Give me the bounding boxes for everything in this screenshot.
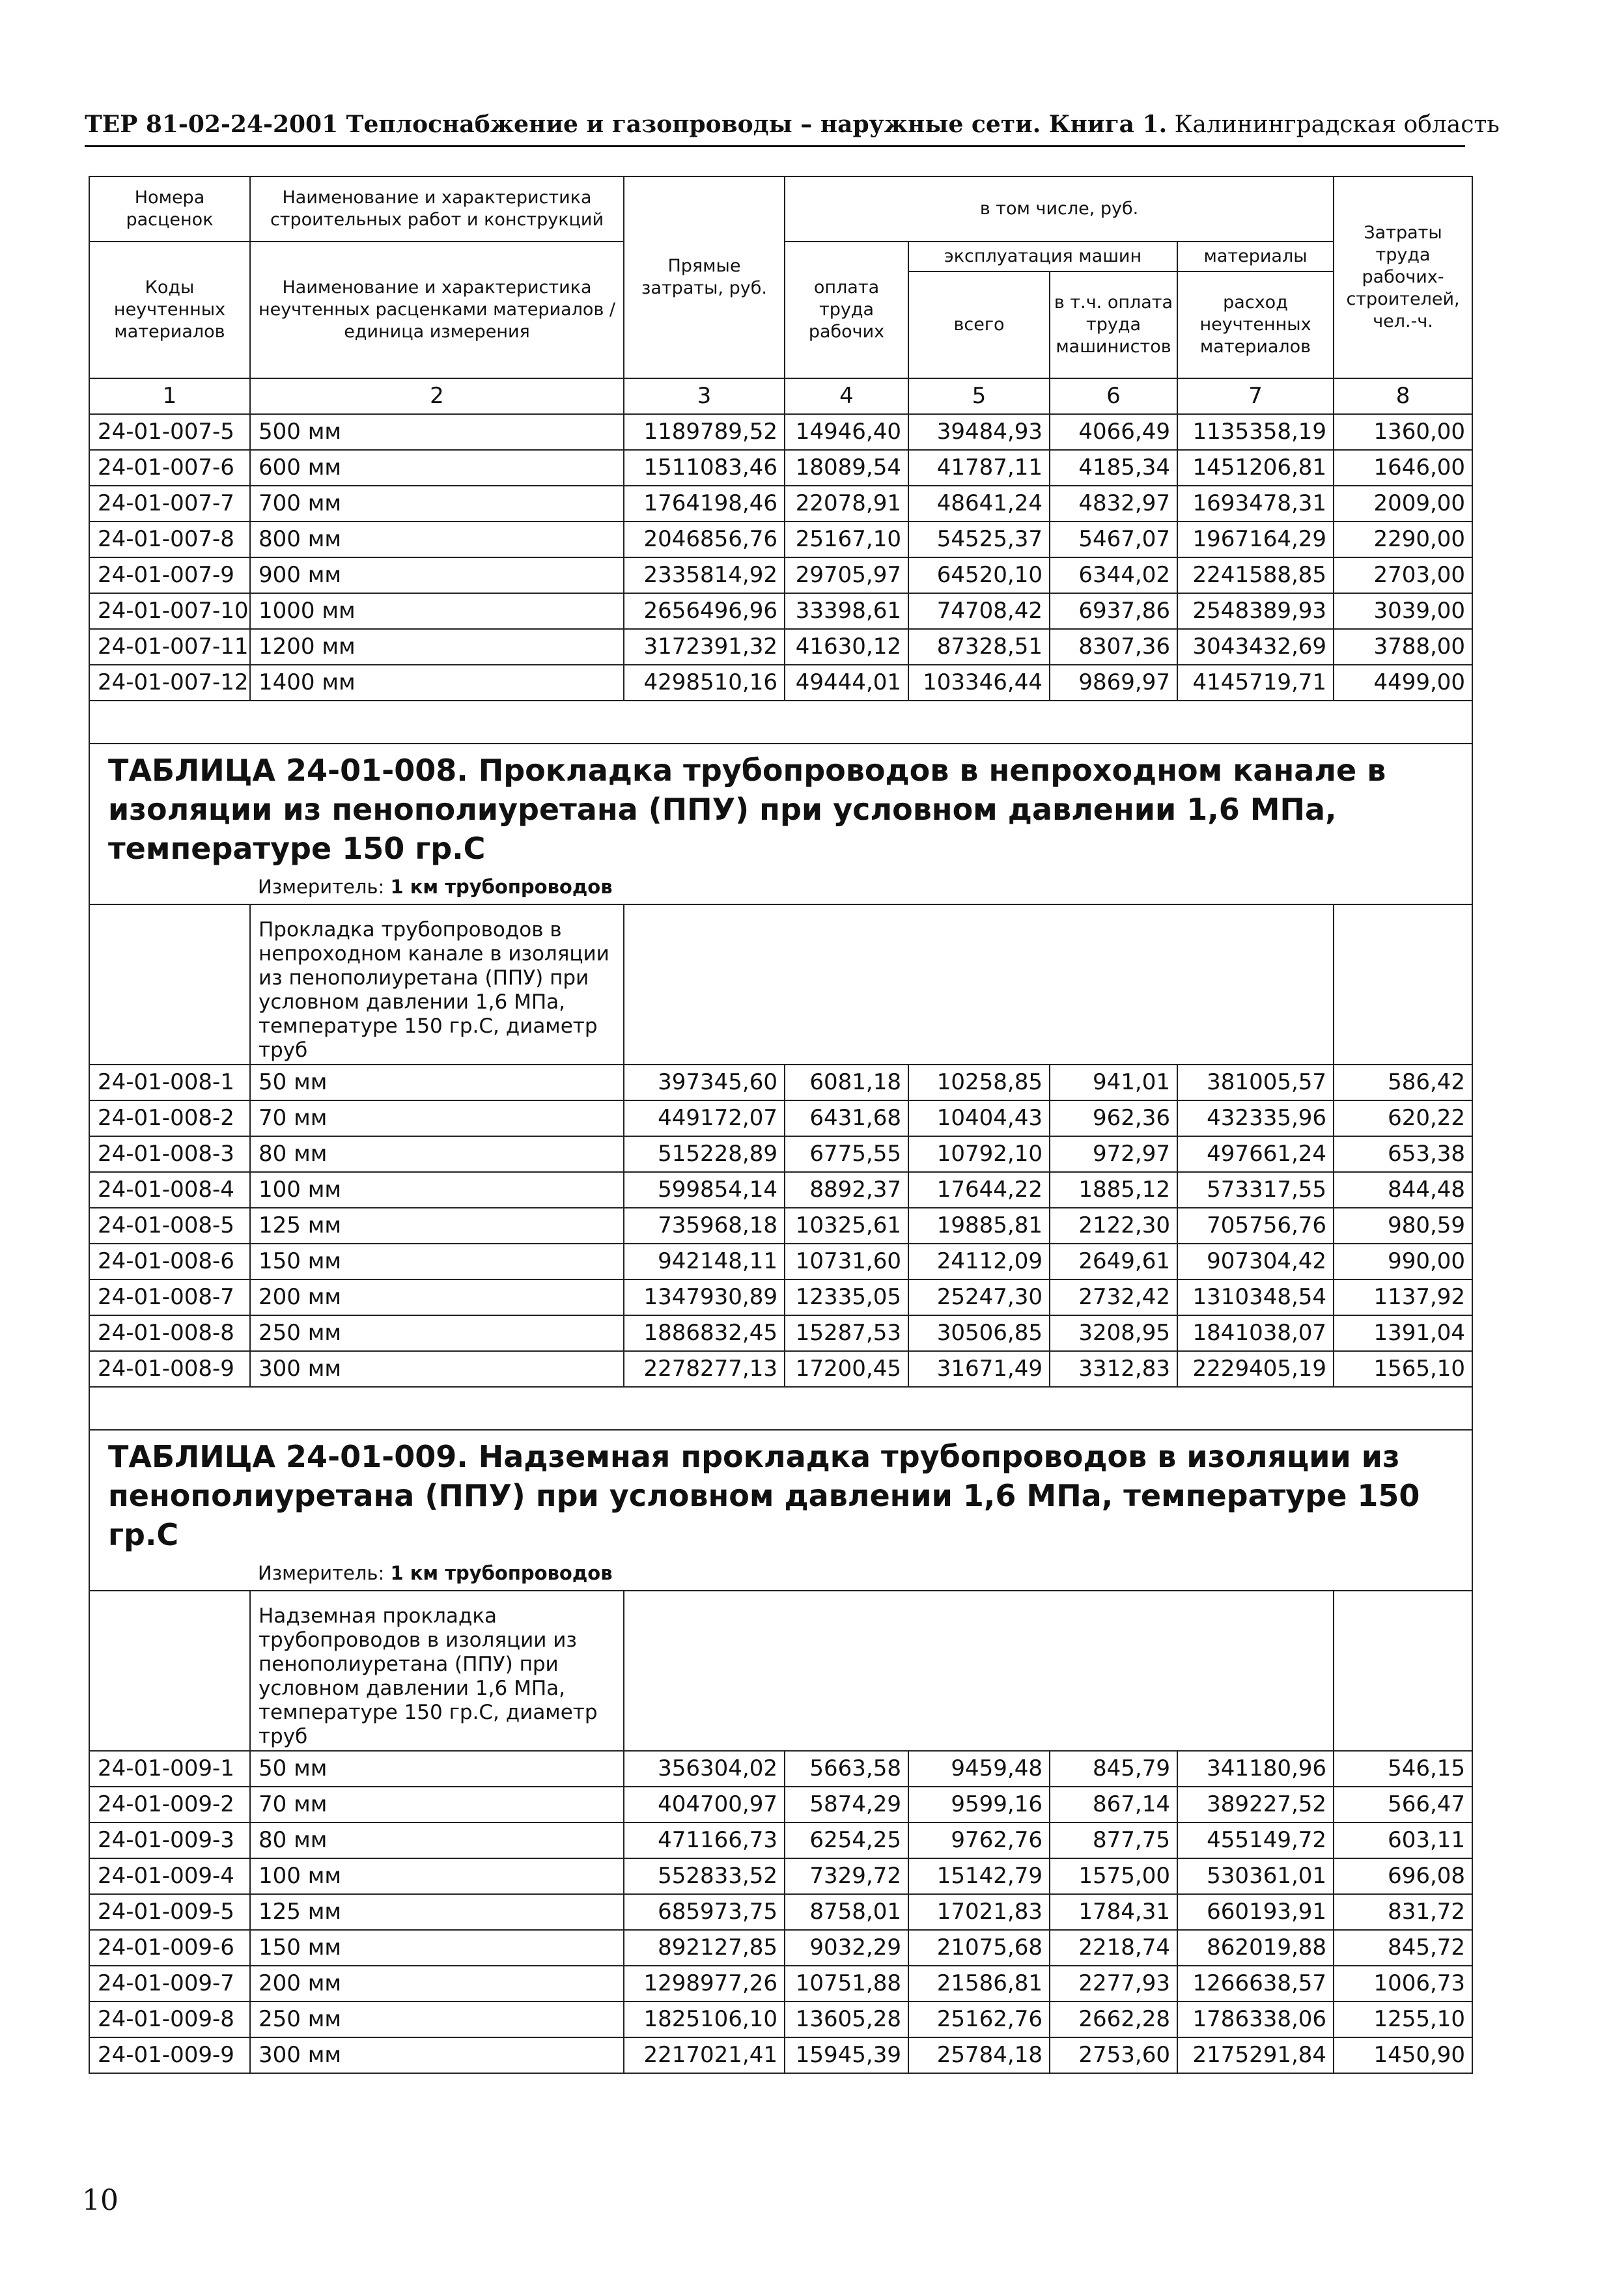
rate-code: 24-01-007-8 [89,522,250,557]
cost-value: 1786338,06 [1177,2002,1334,2037]
cost-value: 685973,75 [624,1894,785,1930]
cost-value: 33398,61 [785,593,908,629]
cost-value: 2753,60 [1050,2037,1177,2073]
cost-value: 356304,02 [624,1751,785,1787]
cost-value: 892127,85 [624,1930,785,1966]
rate-code: 24-01-007-6 [89,450,250,486]
cost-value: 15287,53 [785,1315,908,1351]
cost-value: 1575,00 [1050,1858,1177,1894]
cost-value: 942148,11 [624,1244,785,1279]
column-index: 4 [785,378,908,414]
rate-code: 24-01-008-3 [89,1136,250,1172]
rate-code: 24-01-009-5 [89,1894,250,1930]
cost-value: 1511083,46 [624,450,785,486]
cost-value: 2229405,19 [1177,1351,1334,1387]
cost-value: 2278277,13 [624,1351,785,1387]
pipe-diameter: 600 мм [250,450,624,486]
cost-value: 10258,85 [908,1065,1050,1100]
cost-value: 1006,73 [1334,1966,1472,2002]
pipe-diameter: 70 мм [250,1787,624,1822]
cost-value: 2217021,41 [624,2037,785,2073]
rate-code: 24-01-009-6 [89,1930,250,1966]
cost-value: 25162,76 [908,2002,1050,2037]
cost-value: 2241588,85 [1177,557,1334,593]
measure-spacer [89,1556,250,1591]
section-gap [89,1387,1472,1430]
cost-value: 14946,40 [785,414,908,450]
column-index: 8 [1334,378,1472,414]
description-spacer [908,904,1050,1065]
cost-value: 1841038,07 [1177,1315,1334,1351]
cost-value: 1347930,89 [624,1279,785,1315]
pipe-diameter: 80 мм [250,1822,624,1858]
rate-code: 24-01-008-6 [89,1244,250,1279]
cost-value: 2662,28 [1050,2002,1177,2037]
cost-value: 877,75 [1050,1822,1177,1858]
cost-value: 705756,76 [1177,1208,1334,1244]
cost-value: 980,59 [1334,1208,1472,1244]
pipe-diameter: 125 мм [250,1894,624,1930]
cost-value: 1825106,10 [624,2002,785,2037]
cost-value: 566,47 [1334,1787,1472,1822]
cost-value: 2548389,93 [1177,593,1334,629]
pipe-diameter: 900 мм [250,557,624,593]
cost-value: 1967164,29 [1177,522,1334,557]
pipe-diameter: 300 мм [250,2037,624,2073]
cost-value: 2656496,96 [624,593,785,629]
cost-value: 2290,00 [1334,522,1472,557]
rate-code: 24-01-009-1 [89,1751,250,1787]
cost-value: 4066,49 [1050,414,1177,450]
pipe-diameter: 150 мм [250,1244,624,1279]
cost-value: 3312,83 [1050,1351,1177,1387]
cost-value: 49444,01 [785,665,908,701]
cost-value: 10751,88 [785,1966,908,2002]
cost-value: 1451206,81 [1177,450,1334,486]
table-row [89,1751,1472,1787]
cost-value: 941,01 [1050,1065,1177,1100]
cost-value: 22078,91 [785,486,908,522]
table-row [89,593,1472,629]
table-title: ТАБЛИЦА 24-01-008. Прокладка трубопроводов в непроходном канале в изоляции из пенополиуретана (ППУ) при условном давлении 1,6 МПа, температуре 150 гр.С [89,744,1472,869]
description-row [89,1591,1472,1751]
cost-value: 5663,58 [785,1751,908,1787]
cost-value: 5467,07 [1050,522,1177,557]
col-machines-wages: в т.ч. оплата труда машинистов [1050,272,1177,378]
pipe-diameter: 250 мм [250,2002,624,2037]
cost-value: 2703,00 [1334,557,1472,593]
page-header [85,109,1500,147]
table-row [89,1065,1472,1100]
table-title-row [89,1430,1472,1556]
pipe-diameter: 100 мм [250,1858,624,1894]
cost-value: 29705,97 [785,557,908,593]
cost-value: 2277,93 [1050,1966,1177,2002]
rate-code: 24-01-008-2 [89,1100,250,1136]
description-spacer [1334,904,1472,1065]
rate-code: 24-01-007-12 [89,665,250,701]
description-spacer [1177,1591,1334,1751]
table-row [89,1966,1472,2002]
measure-spacer [89,869,250,904]
cost-value: 1391,04 [1334,1315,1472,1351]
cost-value: 867,14 [1050,1787,1177,1822]
col-machines: эксплуатация машин [908,242,1177,272]
cost-value: 4298510,16 [624,665,785,701]
col-name-bottom: Наименование и характеристика неучтенных расценками материалов / единица измерения [250,242,624,378]
measure-value: 1 км трубопроводов [390,875,613,898]
cost-value: 21075,68 [908,1930,1050,1966]
cost-value: 972,97 [1050,1136,1177,1172]
cost-value: 17644,22 [908,1172,1050,1208]
description-spacer [1050,1591,1177,1751]
cost-value: 30506,85 [908,1315,1050,1351]
rates-table [89,176,1473,2074]
rate-code: 24-01-008-9 [89,1351,250,1387]
cost-value: 962,36 [1050,1100,1177,1136]
cost-value: 599854,14 [624,1172,785,1208]
table-row [89,1136,1472,1172]
table-row [89,1315,1472,1351]
cost-value: 844,48 [1334,1172,1472,1208]
cost-value: 1450,90 [1334,2037,1472,2073]
measure-row [89,1556,1472,1591]
cost-value: 1565,10 [1334,1351,1472,1387]
cost-value: 2009,00 [1334,486,1472,522]
header-document-code: ТЕР 81-02-24-2001 Теплоснабжение и газопроводы – наружные сети. Книга 1. [85,111,1168,138]
pipe-diameter: 300 мм [250,1351,624,1387]
col-labor: Затраты труда рабочих-строителей, чел.-ч. [1334,176,1472,378]
pipe-diameter: 125 мм [250,1208,624,1244]
cost-value: 3039,00 [1334,593,1472,629]
cost-value: 31671,49 [908,1351,1050,1387]
pipe-diameter: 200 мм [250,1966,624,2002]
cost-value: 8892,37 [785,1172,908,1208]
cost-value: 6775,55 [785,1136,908,1172]
pipe-diameter: 100 мм [250,1172,624,1208]
cost-value: 845,79 [1050,1751,1177,1787]
cost-value: 54525,37 [908,522,1050,557]
rate-code: 24-01-007-7 [89,486,250,522]
col-materials-use: расход неучтенных материалов [1177,272,1334,378]
cost-value: 1189789,52 [624,414,785,450]
cost-value: 603,11 [1334,1822,1472,1858]
table-row [89,1279,1472,1315]
col-direct-costs: Прямые затраты, руб. [624,176,785,378]
cost-value: 9599,16 [908,1787,1050,1822]
cost-value: 9459,48 [908,1751,1050,1787]
cost-value: 530361,01 [1177,1858,1334,1894]
description-spacer [89,1591,250,1751]
cost-value: 1764198,46 [624,486,785,522]
column-index: 2 [250,378,624,414]
cost-value: 74708,42 [908,593,1050,629]
cost-value: 404700,97 [624,1787,785,1822]
cost-value: 19885,81 [908,1208,1050,1244]
cost-value: 660193,91 [1177,1894,1334,1930]
table-row [89,1858,1472,1894]
cost-value: 10325,61 [785,1208,908,1244]
description-spacer [1050,904,1177,1065]
description-spacer [1177,904,1334,1065]
table-row [89,2037,1472,2073]
measure-value: 1 км трубопроводов [390,1561,613,1584]
cost-value: 341180,96 [1177,1751,1334,1787]
cost-value: 9869,97 [1050,665,1177,701]
col-materials: материалы [1177,242,1334,272]
cost-value: 573317,55 [1177,1172,1334,1208]
cost-value: 862019,88 [1177,1930,1334,1966]
table-row [89,1208,1472,1244]
cost-value: 1135358,19 [1177,414,1334,450]
cost-value: 2218,74 [1050,1930,1177,1966]
cost-value: 907304,42 [1177,1244,1334,1279]
cost-value: 696,08 [1334,1858,1472,1894]
cost-value: 2335814,92 [624,557,785,593]
cost-value: 8307,36 [1050,629,1177,665]
cost-value: 25247,30 [908,1279,1050,1315]
cost-value: 103346,44 [908,665,1050,701]
description-spacer [624,904,785,1065]
column-index: 7 [1177,378,1334,414]
table-row [89,557,1472,593]
work-description: Прокладка трубопроводов в непроходном канале в изоляции из пенополиуретана (ППУ) при условном давлении 1,6 МПа, температуре 150 гр.С, диаметр труб [250,904,624,1065]
cost-value: 3043432,69 [1177,629,1334,665]
cost-value: 2649,61 [1050,1244,1177,1279]
description-spacer [785,904,908,1065]
cost-value: 41787,11 [908,450,1050,486]
table-row [89,629,1472,665]
table-row [89,450,1472,486]
cost-value: 432335,96 [1177,1100,1334,1136]
cost-value: 1360,00 [1334,414,1472,450]
pipe-diameter: 700 мм [250,486,624,522]
rate-code: 24-01-009-3 [89,1822,250,1858]
cost-value: 735968,18 [624,1208,785,1244]
pipe-diameter: 80 мм [250,1136,624,1172]
rate-code: 24-01-009-2 [89,1787,250,1822]
cost-value: 6254,25 [785,1822,908,1858]
work-description: Надземная прокладка трубопроводов в изоляции из пенополиуретана (ППУ) при условном давлении 1,6 МПа, температуре 150 гр.С, диаметр труб [250,1591,624,1751]
cost-value: 381005,57 [1177,1065,1334,1100]
cost-value: 48641,24 [908,486,1050,522]
pipe-diameter: 70 мм [250,1100,624,1136]
pipe-diameter: 250 мм [250,1315,624,1351]
pipe-diameter: 200 мм [250,1279,624,1315]
cost-value: 25167,10 [785,522,908,557]
page-number: 10 [82,2184,119,2217]
description-spacer [1334,1591,1472,1751]
table-row [89,1787,1472,1822]
cost-value: 6081,18 [785,1065,908,1100]
section-spacer [89,1387,1472,1430]
table-title-row [89,744,1472,869]
cost-value: 8758,01 [785,1894,908,1930]
pipe-diameter: 1000 мм [250,593,624,629]
pipe-diameter: 150 мм [250,1930,624,1966]
column-index: 5 [908,378,1050,414]
cost-value: 586,42 [1334,1065,1472,1100]
column-index-row [89,378,1472,414]
column-index: 3 [624,378,785,414]
cost-value: 449172,07 [624,1100,785,1136]
pipe-diameter: 50 мм [250,1751,624,1787]
cost-value: 1693478,31 [1177,486,1334,522]
header-row-1 [89,176,1472,242]
cost-value: 1298977,26 [624,1966,785,2002]
cost-value: 2732,42 [1050,1279,1177,1315]
header-region: Калининградская область [1174,111,1500,138]
cost-value: 4185,34 [1050,450,1177,486]
cost-value: 2046856,76 [624,522,785,557]
cost-value: 831,72 [1334,1894,1472,1930]
cost-value: 1885,12 [1050,1172,1177,1208]
pipe-diameter: 500 мм [250,414,624,450]
cost-value: 2122,30 [1050,1208,1177,1244]
col-codes-top: Номера расценок [89,176,250,242]
cost-value: 1784,31 [1050,1894,1177,1930]
cost-value: 3208,95 [1050,1315,1177,1351]
rate-code: 24-01-007-11 [89,629,250,665]
rate-code: 24-01-008-7 [89,1279,250,1315]
cost-value: 4145719,71 [1177,665,1334,701]
description-spacer [908,1591,1050,1751]
description-row [89,904,1472,1065]
table-row [89,665,1472,701]
section-spacer [89,701,1472,744]
col-wages: оплата труда рабочих [785,242,908,378]
cost-value: 389227,52 [1177,1787,1334,1822]
table-row [89,522,1472,557]
cost-value: 9032,29 [785,1930,908,1966]
table-row [89,1244,1472,1279]
col-codes-bottom: Коды неучтенных материалов [89,242,250,378]
table-title: ТАБЛИЦА 24-01-009. Надземная прокладка трубопроводов в изоляции из пенополиуретана (ППУ) при условном давлении 1,6 МПа, температуре 150 гр.С [89,1430,1472,1556]
cost-value: 1646,00 [1334,450,1472,486]
measure-label: Измеритель: [258,875,385,898]
cost-value: 17200,45 [785,1351,908,1387]
cost-value: 5874,29 [785,1787,908,1822]
cost-value: 3172391,32 [624,629,785,665]
cost-value: 1310348,54 [1177,1279,1334,1315]
cost-value: 41630,12 [785,629,908,665]
rate-code: 24-01-008-1 [89,1065,250,1100]
col-name-top: Наименование и характеристика строительных работ и конструкций [250,176,624,242]
cost-value: 87328,51 [908,629,1050,665]
cost-value: 1266638,57 [1177,1966,1334,2002]
pipe-diameter: 800 мм [250,522,624,557]
cost-value: 990,00 [1334,1244,1472,1279]
cost-value: 13605,28 [785,2002,908,2037]
cost-value: 21586,81 [908,1966,1050,2002]
cost-value: 546,15 [1334,1751,1472,1787]
cost-value: 397345,60 [624,1065,785,1100]
measure-label: Измеритель: [258,1561,385,1584]
cost-value: 6937,86 [1050,593,1177,629]
rate-code: 24-01-008-4 [89,1172,250,1208]
cost-value: 39484,93 [908,414,1050,450]
cost-value: 4832,97 [1050,486,1177,522]
measure-row [89,869,1472,904]
cost-value: 497661,24 [1177,1136,1334,1172]
cost-value: 1137,92 [1334,1279,1472,1315]
table-row [89,414,1472,450]
pipe-diameter: 50 мм [250,1065,624,1100]
description-spacer [785,1591,908,1751]
cost-value: 6344,02 [1050,557,1177,593]
cost-value: 15945,39 [785,2037,908,2073]
table-row [89,1100,1472,1136]
cost-value: 471166,73 [624,1822,785,1858]
cost-value: 3788,00 [1334,629,1472,665]
cost-value: 552833,52 [624,1858,785,1894]
rate-code: 24-01-009-8 [89,2002,250,2037]
cost-value: 24112,09 [908,1244,1050,1279]
cost-value: 1886832,45 [624,1315,785,1351]
pipe-diameter: 1200 мм [250,629,624,665]
cost-value: 845,72 [1334,1930,1472,1966]
section-gap [89,701,1472,744]
rate-code: 24-01-009-7 [89,1966,250,2002]
cost-value: 9762,76 [908,1822,1050,1858]
cost-value: 515228,89 [624,1136,785,1172]
cost-value: 12335,05 [785,1279,908,1315]
rate-code: 24-01-009-4 [89,1858,250,1894]
cost-value: 620,22 [1334,1100,1472,1136]
cost-value: 18089,54 [785,450,908,486]
rate-code: 24-01-008-8 [89,1315,250,1351]
cost-value: 653,38 [1334,1136,1472,1172]
column-index: 1 [89,378,250,414]
cost-value: 1255,10 [1334,2002,1472,2037]
cost-value: 2175291,84 [1177,2037,1334,2073]
pipe-diameter: 1400 мм [250,665,624,701]
rate-code: 24-01-007-10 [89,593,250,629]
cost-value: 64520,10 [908,557,1050,593]
cost-value: 10731,60 [785,1244,908,1279]
cost-value: 10404,43 [908,1100,1050,1136]
cost-value: 6431,68 [785,1100,908,1136]
table-row [89,1351,1472,1387]
cost-value: 4499,00 [1334,665,1472,701]
measure-unit [250,1556,1472,1591]
table-row [89,486,1472,522]
col-including: в том числе, руб. [785,176,1334,242]
cost-value: 7329,72 [785,1858,908,1894]
cost-value: 17021,83 [908,1894,1050,1930]
table-row [89,1172,1472,1208]
measure-unit [250,869,1472,904]
rate-code: 24-01-008-5 [89,1208,250,1244]
description-spacer [624,1591,785,1751]
table-row [89,2002,1472,2037]
rate-code: 24-01-007-5 [89,414,250,450]
cost-value: 455149,72 [1177,1822,1334,1858]
rate-code: 24-01-009-9 [89,2037,250,2073]
column-index: 6 [1050,378,1177,414]
cost-value: 15142,79 [908,1858,1050,1894]
table-row [89,1930,1472,1966]
cost-value: 25784,18 [908,2037,1050,2073]
col-machines-total: всего [908,272,1050,378]
rate-code: 24-01-007-9 [89,557,250,593]
description-spacer [89,904,250,1065]
table-row [89,1894,1472,1930]
cost-value: 10792,10 [908,1136,1050,1172]
table-row [89,1822,1472,1858]
